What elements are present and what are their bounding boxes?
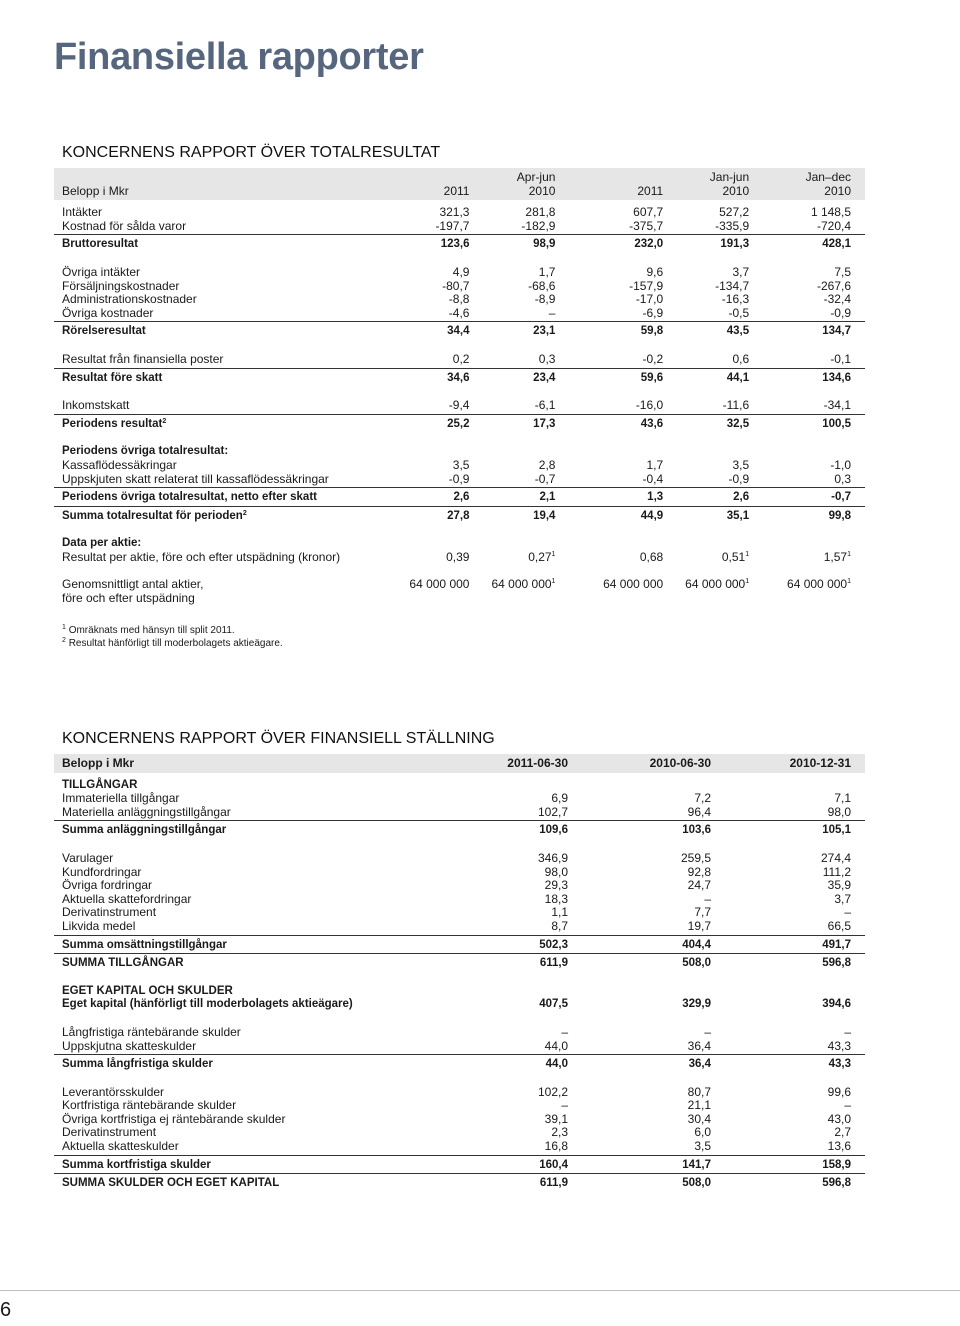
row-label: SUMMA TILLGÅNGAR bbox=[62, 957, 184, 970]
balance-sheet-table bbox=[54, 754, 865, 1191]
cell-value: -0,9 bbox=[400, 473, 484, 488]
cell-value: -720,4 bbox=[763, 220, 865, 235]
cell-value: 0,27$^1$ bbox=[528, 549, 556, 564]
row-label: Kassaflödessäkringar bbox=[62, 457, 177, 472]
cell-value: 19,4 bbox=[533, 509, 556, 522]
table-row bbox=[54, 879, 865, 893]
cell-value: -0,7 bbox=[763, 488, 865, 507]
cell-value: 17,3 bbox=[533, 417, 556, 430]
row-label: Derivatinstrument bbox=[62, 1125, 157, 1140]
cell-value: 274,4 bbox=[820, 850, 851, 865]
cell-value: -80,7 bbox=[442, 278, 470, 293]
balance-sheet-section bbox=[54, 730, 865, 1191]
income-statement-section bbox=[54, 144, 865, 606]
cell-value: -0,4 bbox=[569, 473, 677, 488]
cell-value: 16,8 bbox=[436, 1140, 582, 1155]
footnote-mark: 2 bbox=[242, 509, 247, 517]
cell-value: 18,3 bbox=[544, 891, 568, 906]
date-header-row bbox=[54, 754, 865, 773]
cell-value: 109,6 bbox=[539, 824, 568, 837]
cell-value: 39,1 bbox=[544, 1111, 568, 1126]
year-header-row bbox=[54, 185, 865, 201]
cell-value: 64 000 $000^1$ bbox=[685, 577, 750, 592]
cell-value: -32,4 bbox=[823, 292, 851, 307]
column-header: Belopp i Mkr bbox=[54, 754, 436, 773]
group-label: Apr-jun bbox=[483, 168, 569, 185]
cell-value: 508,0 bbox=[682, 957, 711, 970]
cell-value: 2,7 bbox=[834, 1125, 851, 1140]
cell-value: 0,3 bbox=[483, 353, 569, 368]
cell-value: 346,9 bbox=[537, 850, 568, 865]
table-row bbox=[54, 852, 865, 866]
cell-value: -0,9 bbox=[763, 307, 865, 322]
cell-value: 611,9 bbox=[539, 957, 568, 970]
cell-value: 98,0 bbox=[725, 806, 865, 821]
row-label: Övriga kortfristiga ej räntebärande skulder bbox=[62, 1111, 286, 1126]
cell-value: 3,5 bbox=[732, 457, 750, 472]
cell-value: 1,7 bbox=[538, 264, 556, 279]
cell-value: 80,7 bbox=[687, 1084, 711, 1099]
cell-value: -6,9 bbox=[569, 307, 677, 322]
table-row bbox=[54, 551, 865, 565]
cell-value: 34,4 bbox=[447, 325, 470, 338]
year-header: 2010 bbox=[763, 185, 865, 201]
cell-value: 29,3 bbox=[544, 878, 568, 893]
cell-value: 43,6 bbox=[640, 417, 664, 430]
column-header: Belopp i Mkr bbox=[54, 185, 400, 201]
cell-value: 0,6 bbox=[677, 353, 763, 368]
row-label: Rörelseresultat bbox=[62, 325, 146, 338]
row-label: Likvida medel bbox=[54, 920, 436, 935]
cell-value: 36,4 bbox=[688, 1058, 711, 1071]
cell-value: -16,0 bbox=[569, 399, 677, 414]
cell-value: 43,3 bbox=[725, 1040, 865, 1055]
cell-value: 1,3 bbox=[569, 488, 677, 507]
cell-value: 508,0 bbox=[682, 1177, 711, 1190]
subtotal-row bbox=[54, 1155, 865, 1174]
subtotal-row bbox=[54, 414, 865, 431]
cell-value: 491,7 bbox=[725, 935, 865, 954]
cell-value: 64 000 000 bbox=[603, 577, 664, 592]
row-label: Eget kapital (hänförligt till moderbolagets aktieägare) bbox=[62, 998, 353, 1011]
group-label: Jan–dec bbox=[763, 168, 865, 185]
row-label: TILLGÅNGAR bbox=[62, 778, 138, 791]
cell-value: 98,9 bbox=[533, 238, 556, 251]
cell-value: 321,3 bbox=[439, 205, 470, 220]
cell-value: -335,9 bbox=[677, 220, 763, 235]
date-header: 2011-06-30 bbox=[436, 754, 582, 773]
cell-value: -0,2 bbox=[569, 353, 677, 368]
cell-value: 281,8 bbox=[525, 205, 556, 220]
cell-value: -1,0 bbox=[830, 457, 851, 472]
total-row bbox=[54, 506, 865, 523]
cell-value: -375,7 bbox=[569, 220, 677, 235]
cell-value: -6,1 bbox=[483, 399, 569, 414]
table-row bbox=[54, 893, 865, 907]
cell-value: 25,2 bbox=[447, 417, 470, 430]
row-label: Uppskjuten skatt relaterat till kassaflödessäkringar bbox=[54, 473, 400, 488]
row-label: Försäljningskostnader bbox=[62, 278, 180, 293]
row-label: Immateriella tillgångar bbox=[62, 791, 180, 806]
row-label: Inkomstskatt bbox=[54, 399, 400, 414]
table-row bbox=[54, 473, 865, 488]
table-row bbox=[54, 906, 865, 920]
subtotal-row bbox=[54, 368, 865, 385]
cell-value: -267,6 bbox=[816, 278, 851, 293]
cell-value: 64 000 $000^1$ bbox=[787, 577, 851, 592]
cell-value: 35,9 bbox=[827, 878, 851, 893]
row-label: Övriga kostnader bbox=[54, 307, 400, 322]
row-label: Resultat per aktie, före och efter utspädning (kronor) bbox=[62, 549, 341, 564]
cell-value: -197,7 bbox=[400, 220, 484, 235]
cell-value: 102,2 bbox=[537, 1084, 568, 1099]
page-divider bbox=[0, 1290, 960, 1291]
table-row bbox=[54, 353, 865, 368]
cell-value: – bbox=[561, 1024, 568, 1039]
cell-value: 2,6 bbox=[677, 488, 763, 507]
footnote-mark: 1 bbox=[551, 578, 556, 586]
cell-value: 611,9 bbox=[539, 1177, 568, 1190]
subtotal-row bbox=[54, 488, 865, 507]
row-label: Långfristiga räntebärande skulder bbox=[62, 1024, 241, 1039]
row-label: Varulager bbox=[62, 850, 114, 865]
cell-value: 34,6 bbox=[447, 371, 470, 384]
row-label: Resultat från finansiella poster bbox=[54, 353, 400, 368]
group-heading-row bbox=[54, 985, 865, 999]
table-row bbox=[54, 1099, 865, 1113]
cell-value: -0,7 bbox=[483, 473, 569, 488]
cell-value: – bbox=[704, 891, 711, 906]
cell-value: 0,68 bbox=[639, 549, 664, 564]
footnote-mark: 1 bbox=[551, 550, 556, 558]
cell-value: 23,1 bbox=[533, 325, 556, 338]
cell-value: 7,2 bbox=[694, 791, 711, 806]
cell-value: 7,5 bbox=[834, 264, 851, 279]
row-label: Bruttoresultat bbox=[62, 238, 139, 251]
subtotal-row bbox=[54, 322, 865, 339]
cell-value: – bbox=[483, 307, 569, 322]
cell-value: -0,5 bbox=[677, 307, 763, 322]
footnote: $^1$ Omräknats med hänsyn till split 2011. bbox=[62, 624, 235, 636]
footnotes bbox=[62, 624, 283, 650]
table-row bbox=[54, 592, 865, 606]
cell-value: 329,9 bbox=[682, 998, 711, 1011]
cell-value: -68,6 bbox=[528, 278, 556, 293]
cell-value: 23,4 bbox=[533, 371, 556, 384]
cell-value: 428,1 bbox=[822, 238, 851, 251]
footnote-mark: 1 bbox=[847, 550, 851, 558]
cell-value: 141,7 bbox=[582, 1155, 725, 1174]
row-label: EGET KAPITAL OCH SKULDER bbox=[62, 984, 233, 997]
cell-value: 111,2 bbox=[822, 864, 851, 879]
cell-value: – bbox=[844, 905, 851, 920]
cell-value: 66,5 bbox=[725, 920, 865, 935]
cell-value: 8,7 bbox=[436, 920, 582, 935]
cell-value: -8,9 bbox=[534, 292, 556, 307]
row-label: Summa långfristiga skulder bbox=[62, 1058, 213, 1071]
row-label: Genomsnittligt antal aktier, bbox=[62, 577, 204, 592]
cell-value: 404,4 bbox=[582, 935, 725, 954]
cell-value: -157,9 bbox=[629, 278, 664, 293]
cell-value: 44,9 bbox=[640, 509, 664, 522]
date-header: 2010-06-30 bbox=[582, 754, 725, 773]
row-label: Materiella anläggningstillgångar bbox=[54, 806, 436, 821]
cell-value: 32,5 bbox=[726, 417, 750, 430]
cell-value: 44,0 bbox=[436, 1040, 582, 1055]
cell-value: 4,9 bbox=[452, 264, 470, 279]
cell-value: 100,5 bbox=[822, 417, 851, 430]
cell-value: 64 000 000 bbox=[409, 577, 470, 592]
cell-value: -11,6 bbox=[677, 399, 763, 414]
table-row bbox=[54, 307, 865, 322]
cell-value: 99,6 bbox=[827, 1084, 851, 1099]
cell-value: -34,1 bbox=[763, 399, 865, 414]
row-label: Aktuella skattefordringar bbox=[62, 891, 192, 906]
year-header: 2011 bbox=[569, 185, 677, 201]
cell-value: -17,0 bbox=[635, 292, 664, 307]
table-row bbox=[54, 399, 865, 414]
footnote-mark: 1 bbox=[745, 550, 750, 558]
table-row bbox=[54, 1140, 865, 1155]
cell-value: 7,7 bbox=[694, 905, 711, 920]
cell-value: 27,8 bbox=[447, 509, 470, 522]
row-label: Summa kortfristiga skulder bbox=[54, 1155, 436, 1174]
row-label: Summa anläggningstillgångar bbox=[62, 824, 227, 837]
table-row bbox=[54, 578, 865, 592]
table-row bbox=[54, 1040, 865, 1055]
cell-value: 232,0 bbox=[634, 238, 664, 251]
cell-value: -16,3 bbox=[721, 292, 750, 307]
cell-value: -4,6 bbox=[400, 307, 484, 322]
cell-value: 92,8 bbox=[687, 864, 711, 879]
cell-value: 607,7 bbox=[633, 205, 664, 220]
row-label: Övriga fordringar bbox=[62, 878, 153, 893]
table-row bbox=[54, 792, 865, 806]
cell-value: 0,3 bbox=[763, 473, 865, 488]
cell-value: 43,3 bbox=[828, 1058, 851, 1071]
cell-value: 2,8 bbox=[538, 457, 556, 472]
cell-value: 36,4 bbox=[582, 1040, 725, 1055]
total-row bbox=[54, 1174, 865, 1191]
row-label: Leverantörsskulder bbox=[62, 1084, 165, 1099]
cell-value: 2,6 bbox=[400, 488, 484, 507]
cell-value: 64 000 $000^1$ bbox=[491, 577, 556, 592]
row-label: Kostnad för sålda varor bbox=[54, 220, 400, 235]
subtotal-row bbox=[54, 998, 865, 1012]
cell-value: 24,7 bbox=[687, 878, 711, 893]
page-title: Finansiella rapporter bbox=[54, 36, 424, 78]
group-heading-row bbox=[54, 779, 865, 793]
cell-value: 43,5 bbox=[726, 325, 750, 338]
cell-value: 0,2 bbox=[400, 353, 484, 368]
cell-value: 502,3 bbox=[436, 935, 582, 954]
table-row bbox=[54, 280, 865, 294]
year-header: 2010 bbox=[483, 185, 569, 201]
footnote-mark: 2 bbox=[162, 417, 167, 425]
cell-value: 21,1 bbox=[687, 1098, 711, 1113]
row-label: Periodens resultat$^2$ bbox=[62, 417, 167, 430]
subtotal-row bbox=[54, 821, 865, 838]
income-statement-table bbox=[54, 168, 865, 606]
cell-value: 98,0 bbox=[544, 864, 568, 879]
cell-value: – bbox=[561, 1098, 568, 1113]
date-header: 2010-12-31 bbox=[725, 754, 865, 773]
group-heading-row bbox=[54, 537, 865, 551]
cell-value: 96,4 bbox=[582, 806, 725, 821]
period-header-row bbox=[54, 168, 865, 185]
cell-value: 123,6 bbox=[440, 238, 470, 251]
cell-value: 1,7 bbox=[646, 457, 664, 472]
cell-value: 59,8 bbox=[640, 325, 664, 338]
row-label: SUMMA SKULDER OCH EGET KAPITAL bbox=[62, 1177, 280, 1190]
row-label: Data per aktie: bbox=[62, 537, 142, 550]
cell-value: 2,3 bbox=[551, 1125, 568, 1140]
cell-value: 394,6 bbox=[822, 998, 851, 1011]
row-label: Övriga intäkter bbox=[62, 264, 141, 279]
table-row bbox=[54, 206, 865, 220]
table-row bbox=[54, 220, 865, 235]
group-label: Jan-jun bbox=[677, 168, 763, 185]
subtotal-row bbox=[54, 235, 865, 252]
cell-value: 134,7 bbox=[822, 325, 851, 338]
year-header: 2011 bbox=[400, 185, 484, 201]
table-row bbox=[54, 1026, 865, 1040]
table-row bbox=[54, 920, 865, 935]
cell-value: 0,39 bbox=[446, 549, 470, 564]
cell-value: -9,4 bbox=[400, 399, 484, 414]
cell-value: 3,7 bbox=[834, 891, 851, 906]
total-row bbox=[54, 954, 865, 971]
table-row bbox=[54, 266, 865, 280]
cell-value: 30,4 bbox=[687, 1111, 711, 1126]
page-number: 6 bbox=[0, 1299, 12, 1321]
table-row bbox=[54, 459, 865, 473]
cell-value: 102,7 bbox=[436, 806, 582, 821]
cell-value: 158,9 bbox=[725, 1155, 865, 1174]
cell-value: 527,2 bbox=[719, 205, 750, 220]
cell-value: 43,0 bbox=[827, 1111, 851, 1126]
cell-value: 105,1 bbox=[822, 824, 851, 837]
cell-value: 44,1 bbox=[726, 371, 750, 384]
subtotal-row bbox=[54, 935, 865, 954]
row-label: Kundfordringar bbox=[62, 864, 142, 879]
cell-value: -0,9 bbox=[677, 473, 763, 488]
cell-value: 2,1 bbox=[483, 488, 569, 507]
cell-value: 191,3 bbox=[720, 238, 750, 251]
footnote-mark: 1 bbox=[847, 578, 851, 586]
cell-value: 103,6 bbox=[682, 824, 711, 837]
cell-value: 1,57$^1$ bbox=[823, 549, 851, 564]
cell-value: -8,8 bbox=[448, 292, 470, 307]
cell-value: 3,7 bbox=[732, 264, 750, 279]
row-label: före och efter utspädning bbox=[62, 591, 195, 606]
cell-value: -134,7 bbox=[715, 278, 750, 293]
cell-value: 3,5 bbox=[582, 1140, 725, 1155]
row-label: Summa omsättningstillgångar bbox=[54, 935, 436, 954]
cell-value: 3,5 bbox=[452, 457, 470, 472]
group-heading-row bbox=[54, 445, 865, 459]
cell-value: 44,0 bbox=[545, 1058, 568, 1071]
cell-value: 160,4 bbox=[436, 1155, 582, 1174]
table-row bbox=[54, 1086, 865, 1100]
table-row bbox=[54, 866, 865, 880]
cell-value: 596,8 bbox=[822, 1177, 851, 1190]
cell-value: 59,6 bbox=[640, 371, 664, 384]
cell-value: 9,6 bbox=[646, 264, 664, 279]
cell-value: – bbox=[844, 1024, 851, 1039]
cell-value: 0,51$^1$ bbox=[721, 549, 750, 564]
table-row bbox=[54, 293, 865, 307]
row-label: Administrationskostnader bbox=[62, 292, 197, 307]
cell-value: 99,8 bbox=[828, 509, 851, 522]
cell-value: 407,5 bbox=[539, 998, 568, 1011]
subtotal-row bbox=[54, 1055, 865, 1072]
cell-value: 259,5 bbox=[680, 850, 711, 865]
table-row bbox=[54, 1126, 865, 1140]
cell-value: – bbox=[704, 1024, 711, 1039]
cell-value: 7,1 bbox=[834, 791, 851, 806]
cell-value: 596,8 bbox=[822, 957, 851, 970]
cell-value: – bbox=[844, 1098, 851, 1113]
balance-sheet-heading: KONCERNENS RAPPORT ÖVER FINANSIELL STÄLLNING bbox=[62, 730, 495, 747]
cell-value: 134,6 bbox=[822, 371, 851, 384]
cell-value: 1,1 bbox=[551, 905, 568, 920]
row-label: Resultat före skatt bbox=[62, 371, 163, 384]
row-label: Aktuella skatteskulder bbox=[54, 1140, 436, 1155]
cell-value: -182,9 bbox=[483, 220, 569, 235]
row-label: Derivatinstrument bbox=[62, 905, 157, 920]
row-label: Kortfristiga räntebärande skulder bbox=[62, 1098, 237, 1113]
row-label: Uppskjutna skatteskulder bbox=[54, 1040, 436, 1055]
cell-value: 1 148,5 bbox=[810, 205, 851, 220]
cell-value: 19,7 bbox=[582, 920, 725, 935]
year-header: 2010 bbox=[677, 185, 763, 201]
footnote: $^2$ Resultat hänförligt till moderbolagets aktieägare. bbox=[62, 637, 283, 649]
row-label: Summa totalresultat för perioden$^2$ bbox=[62, 509, 247, 522]
income-statement-heading: KONCERNENS RAPPORT ÖVER TOTALRESULTAT bbox=[62, 144, 441, 161]
table-row bbox=[54, 806, 865, 821]
cell-value: 6,0 bbox=[694, 1125, 711, 1140]
cell-value: 6,9 bbox=[551, 791, 568, 806]
cell-value: 35,1 bbox=[726, 509, 750, 522]
row-label: Periodens övriga totalresultat, netto efter skatt bbox=[54, 488, 400, 507]
table-row bbox=[54, 1113, 865, 1127]
cell-value: 13,6 bbox=[725, 1140, 865, 1155]
row-label: Intäkter bbox=[62, 205, 103, 220]
cell-value: -0,1 bbox=[763, 353, 865, 368]
row-label: Periodens övriga totalresultat: bbox=[62, 445, 229, 458]
footnote-mark: 1 bbox=[745, 578, 750, 586]
